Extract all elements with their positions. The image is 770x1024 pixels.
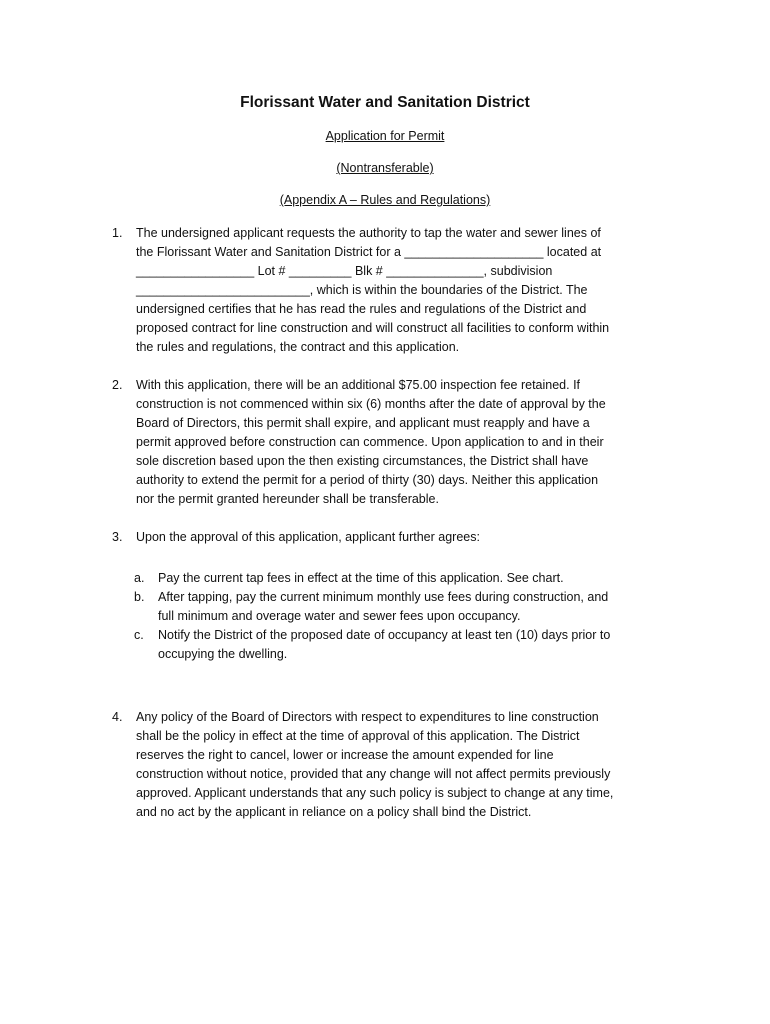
item-line: the Florissant Water and Sanitation District for a ____________________ located at <box>136 245 602 259</box>
sub-item-c <box>134 626 694 666</box>
sub-item-letter: c. <box>134 628 144 642</box>
item-line: Upon the approval of this application, applicant further agrees: <box>136 530 480 544</box>
list-item-2 <box>112 376 692 516</box>
sub-item-line: full minimum and overage water and sewer fees upon occupancy. <box>158 609 521 623</box>
item-line: The undersigned applicant requests the authority to tap the water and sewer lines of <box>136 226 601 240</box>
item-line: approved. Applicant understands that any such policy is subject to change at any time, <box>136 786 614 800</box>
item-number: 4. <box>112 710 123 724</box>
item-line: and no act by the applicant in reliance on a policy shall bind the District. <box>136 805 532 819</box>
item-line: undersigned certifies that he has read the rules and regulations of the District and <box>136 302 587 316</box>
item-number: 3. <box>112 530 123 544</box>
sub-item-line: After tapping, pay the current minimum monthly use fees during construction, and <box>158 590 609 604</box>
sub-item-letter: a. <box>134 571 145 585</box>
item-line: shall be the policy in effect at the time of approval of this application. The District <box>136 729 580 743</box>
item-line: sole discretion based upon the then existing circumstances, the District shall have <box>136 454 589 468</box>
item-line: proposed contract for line construction and will construct all facilities to conform within <box>136 321 610 335</box>
sub-item-b <box>134 588 694 628</box>
page-title: Florissant Water and Sanitation District <box>240 94 530 111</box>
sub-item-line: Notify the District of the proposed date of occupancy at least ten (10) days prior to <box>158 628 611 642</box>
list-item-4 <box>112 708 692 828</box>
item-number: 1. <box>112 226 123 240</box>
item-line: Board of Directors, this permit shall expire, and applicant must reapply and have a <box>136 416 590 430</box>
item-line: With this application, there will be an additional $75.00 inspection fee retained. If <box>136 378 581 392</box>
sub-item-line: occupying the dwelling. <box>158 647 288 661</box>
subtitle-appendix: (Appendix A – Rules and Regulations) <box>279 193 491 207</box>
sub-item-line: Pay the current tap fees in effect at the time of this application. See chart. <box>158 571 564 585</box>
item-line: construction is not commenced within six (6) months after the date of approval by the <box>136 397 606 411</box>
subtitle-nontransferable: (Nontransferable) <box>336 161 434 175</box>
list-item-1 <box>112 224 692 364</box>
item-line: _________________________, which is within the boundaries of the District. The <box>136 283 588 297</box>
list-item-3 <box>112 528 692 548</box>
item-line: reserves the right to cancel, lower or increase the amount expended for line <box>136 748 554 762</box>
item-line: Any policy of the Board of Directors with respect to expenditures to line construction <box>136 710 599 724</box>
item-line: permit approved before construction can commence. Upon application to and in their <box>136 435 604 449</box>
subtitle-application: Application for Permit <box>325 129 445 143</box>
item-line: _________________ Lot # _________ Blk # ______________, subdivision <box>136 264 553 278</box>
item-line: nor the permit granted hereunder shall be transferable. <box>136 492 439 506</box>
item-number: 2. <box>112 378 123 392</box>
item-line: the rules and regulations, the contract and this application. <box>136 340 460 354</box>
sub-item-a <box>134 569 694 589</box>
item-line: authority to extend the permit for a period of thirty (30) days. Neither this application <box>136 473 599 487</box>
item-line: construction without notice, provided that any change will not affect permits previously <box>136 767 611 781</box>
sub-item-letter: b. <box>134 590 145 604</box>
